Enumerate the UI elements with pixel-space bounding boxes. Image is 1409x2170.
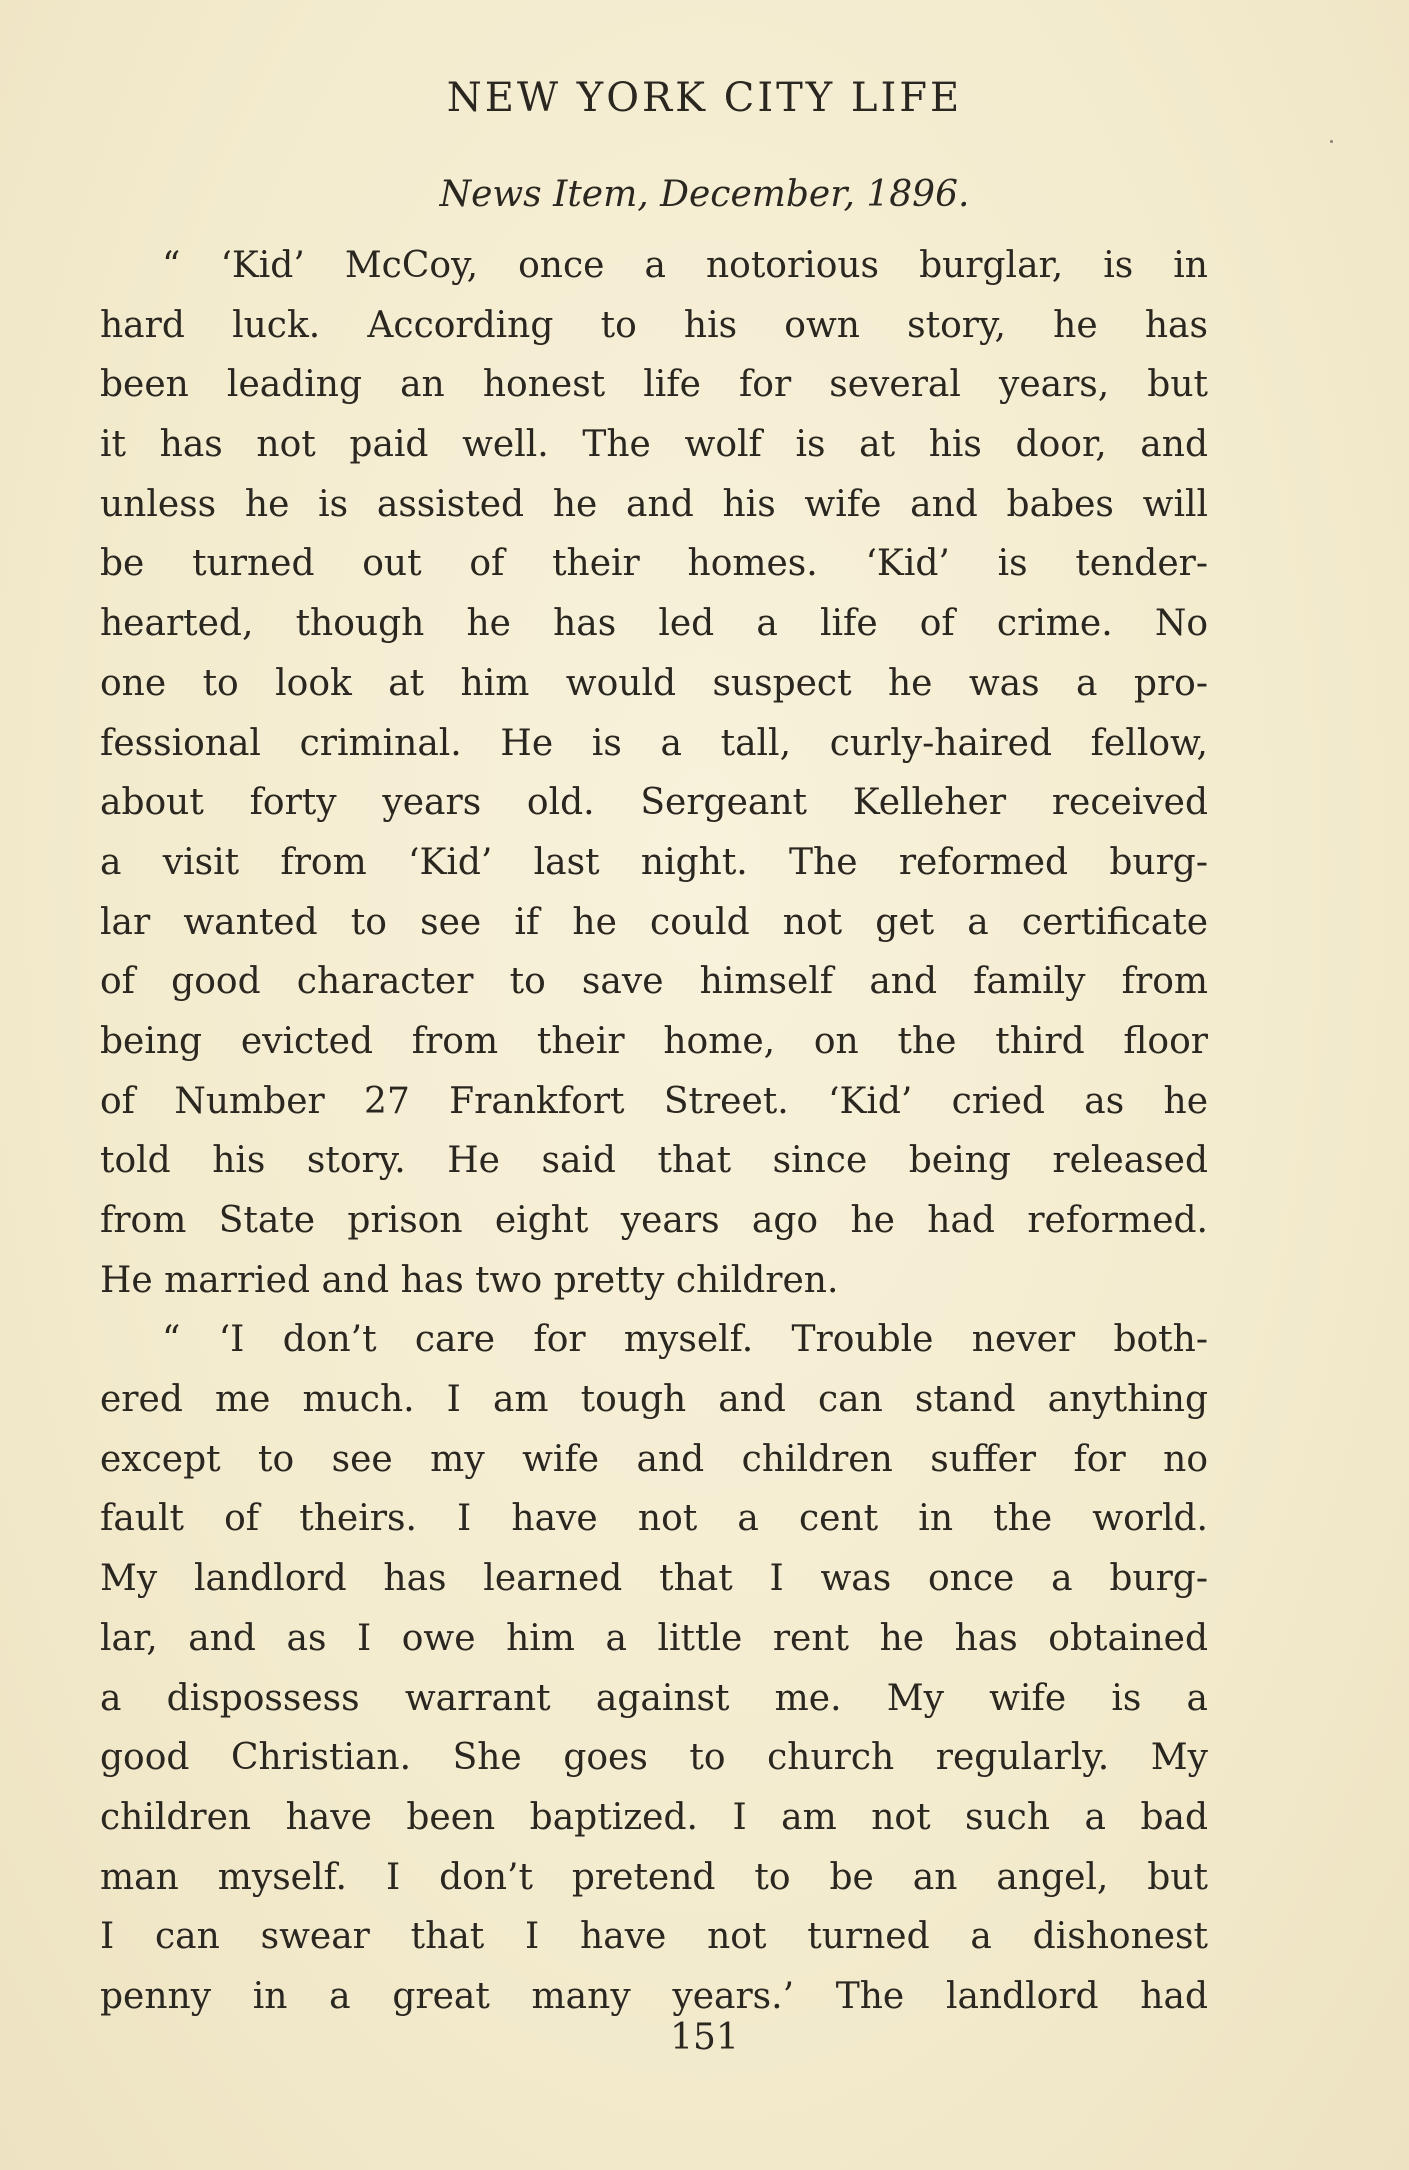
news-item-heading: News Item, December, 1896.: [439, 174, 970, 215]
text-line: children have been baptized. I am not such a bad: [100, 1796, 1208, 1838]
text-line: I can swear that I have not turned a dishonest: [100, 1916, 1208, 1958]
text-line: ered me much. I am tough and can stand anything: [100, 1379, 1208, 1421]
text-line: been leading an honest life for several years, but: [100, 364, 1208, 406]
text-line: of good character to save himself and family from: [100, 961, 1208, 1003]
text-line: fessional criminal. He is a tall, curly-haired fellow,: [100, 722, 1208, 764]
text-line: of Number 27 Frankfort Street. ‘Kid’ cried as he: [100, 1080, 1208, 1122]
text-line: told his story. He said that since being released: [100, 1140, 1208, 1182]
text-line: one to look at him would suspect he was a pro-: [100, 662, 1208, 704]
text-line: “ ‘I don’t care for myself. Trouble never both-: [162, 1319, 1208, 1361]
text-line: “ ‘Kid’ McCoy, once a notorious burglar, is in: [162, 245, 1208, 286]
text-line: man myself. I don’t pretend to be an angel, but: [100, 1856, 1208, 1898]
text-line: be turned out of their homes. ‘Kid’ is tender-: [100, 543, 1208, 585]
running-head: NEW YORK CITY LIFE: [446, 75, 963, 121]
margin-speck: [1330, 140, 1333, 143]
body-text: [100, 236, 1208, 2027]
text-line: a dispossess warrant against me. My wife is a: [100, 1677, 1208, 1719]
text-line: about forty years old. Sergeant Kelleher received: [100, 782, 1208, 824]
text-line: lar wanted to see if he could not get a certificate: [100, 901, 1208, 943]
text-line: good Christian. She goes to church regularly. My: [100, 1737, 1208, 1779]
text-line: being evicted from their home, on the third floor: [100, 1020, 1208, 1062]
text-line: it has not paid well. The wolf is at his door, and: [100, 424, 1208, 466]
text-line: a visit from ‘Kid’ last night. The reformed burg-: [100, 841, 1208, 883]
text-line: lar, and as I owe him a little rent he has obtained: [100, 1617, 1208, 1659]
text-line: except to see my wife and children suffer for no: [100, 1438, 1208, 1480]
text-line: penny in a great many years.’ The landlord had: [100, 1975, 1208, 2017]
text-line: My landlord has learned that I was once a burg-: [100, 1558, 1208, 1600]
text-line: hard luck. According to his own story, he has: [100, 304, 1208, 346]
text-line: unless he is assisted he and his wife and babes will: [100, 483, 1208, 525]
text-line: He married and has two pretty children.: [100, 1259, 839, 1301]
text-line: hearted, though he has led a life of crime. No: [100, 603, 1208, 645]
page-number: 151: [670, 2017, 739, 2058]
text-line: from State prison eight years ago he had reformed.: [100, 1200, 1208, 1241]
text-line: fault of theirs. I have not a cent in the world.: [100, 1498, 1208, 1540]
